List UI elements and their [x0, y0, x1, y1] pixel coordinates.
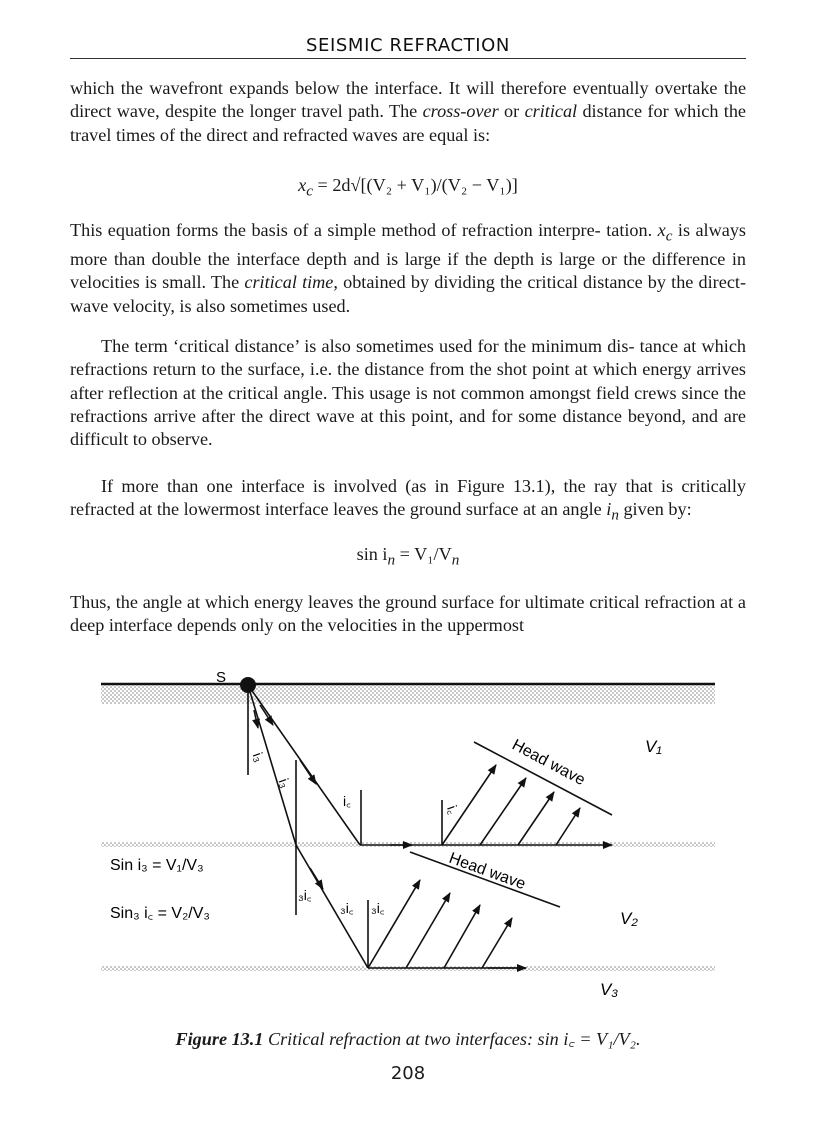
paragraph-3: The term ‘critical distance’ is also sometimes used for the minimum dis- tance at which refractions return to the surface, i.e. the distance from the shot point at which energy arrives after reflection at the critical angle. This usage is not common amongst field crews since the refractions arrive after the direct wave at this point, and for some distance beyond, and are difficult to observe.	[70, 336, 746, 450]
svg-text:i꜀: i꜀	[444, 803, 462, 817]
page-number: 208	[390, 1063, 426, 1084]
equation-crossover: $x_c = 2d√[(V_2 + V_1)/(V_2 - V_1)]$	[298, 175, 518, 200]
ray-critical-2	[296, 845, 368, 968]
svg-text:i꜀: i꜀	[343, 793, 351, 809]
figure-equation-a: Sin i₃ = V₁/V₃	[110, 857, 204, 874]
term-critical: critical	[524, 101, 578, 122]
term-critical-time: critical time	[244, 272, 334, 293]
ray-steep	[248, 685, 296, 845]
velocity-label-v2: V₂	[620, 909, 638, 928]
velocity-label-v3: V₃	[600, 980, 619, 999]
source-label: S	[216, 669, 227, 686]
svg-text:i₃: i₃	[249, 750, 268, 764]
figure-caption-label: Figure 13.1	[175, 1029, 264, 1049]
paragraph-2: This equation forms the basis of a simple method of refraction interpre- tation. $x_c$ is always more than double the interface depth and is large if the depth is large or the difference in velocities is small. The critical time, obtained by dividing the critical distance by the direct-wave velocity, is also sometimes used.	[70, 220, 746, 316]
svg-text:₃i꜀: ₃i꜀	[298, 887, 312, 903]
figure-caption: Figure 13.1 Critical refraction at two interfaces: sin i꜀ = V₁/V₂.	[175, 1029, 641, 1049]
svg-text:₃i꜀: ₃i꜀	[371, 900, 385, 916]
paragraph-4: If more than one interface is involved (as in Figure 13.1), the ray that is critically refracted at the lowermost interface leaves the ground surface at an angle $i_n$ given by:	[70, 476, 746, 524]
equation-sin-in: $\sin i_n = V_1/V_n$	[356, 544, 460, 569]
ground-surface-band	[101, 684, 715, 704]
svg-text:i₃: i₃	[275, 776, 294, 790]
paragraph-5: Thus, the angle at which energy leaves the ground surface for ultimate critical refraction at a deep interface depends only on the velocities in the uppermost	[70, 592, 746, 636]
running-header: SEISMIC REFRACTION	[306, 35, 510, 56]
paragraph-1: which the wavefront expands below the interface. It will therefore eventually overtake the direct wave, despite the longer travel path. The cross-over or critical distance for which the travel times of the direct and refracted waves are equal is:	[70, 78, 747, 145]
figure-13-1	[0, 660, 816, 1020]
svg-text:₃i꜀: ₃i꜀	[340, 900, 354, 916]
figure-equation-b: Sin₃ i꜀ = V₂/V₃	[110, 905, 210, 922]
header-rule	[70, 58, 746, 59]
term-crossover: cross-over	[422, 101, 499, 122]
velocity-label-v1: V₁	[645, 737, 662, 756]
head-wave-label-lower: Head wave	[446, 849, 528, 894]
head-wave-label-upper: Head wave	[509, 736, 588, 790]
